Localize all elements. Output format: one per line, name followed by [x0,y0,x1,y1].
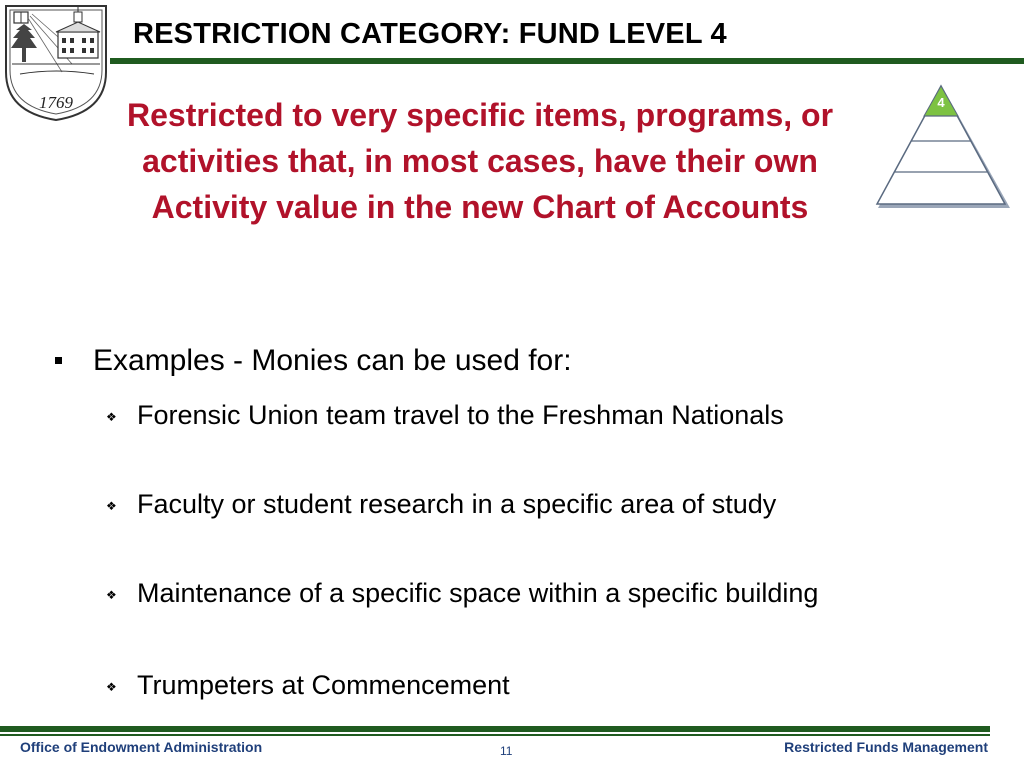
pyramid-level-label: 4 [937,95,945,110]
diamond-bullet-icon: ❖ [106,588,117,602]
page-number: 11 [500,744,513,758]
list-item-text: Trumpeters at Commencement [137,670,510,700]
diamond-bullet-icon: ❖ [106,680,117,694]
footer-office-name: Office of Endowment Administration [20,739,263,755]
footer-divider [0,726,990,732]
title-divider [110,58,1024,64]
svg-text:1769: 1769 [39,93,73,112]
fund-level-pyramid-icon [874,80,1014,210]
examples-bullet-text: Examples - Monies can be used for: [93,344,572,377]
slide-title: RESTRICTION CATEGORY: FUND LEVEL 4 [133,18,727,50]
college-seal-logo [2,2,110,122]
footer-presentation-title: Restricted Funds Management [784,739,988,755]
diamond-bullet-icon: ❖ [106,410,117,424]
diamond-bullet-icon: ❖ [106,499,117,513]
category-description: Restricted to very specific items, programs, or activities that, in most cases, have their own Activity value in the new Chart of Accounts [126,97,834,225]
square-bullet-icon [55,357,62,364]
list-item-text: Maintenance of a specific space within a specific building [137,578,819,608]
list-item-text: Forensic Union team travel to the Freshman Nationals [137,400,784,430]
footer-divider-thin [0,734,990,736]
list-item-text: Faculty or student research in a specific area of study [137,489,777,519]
